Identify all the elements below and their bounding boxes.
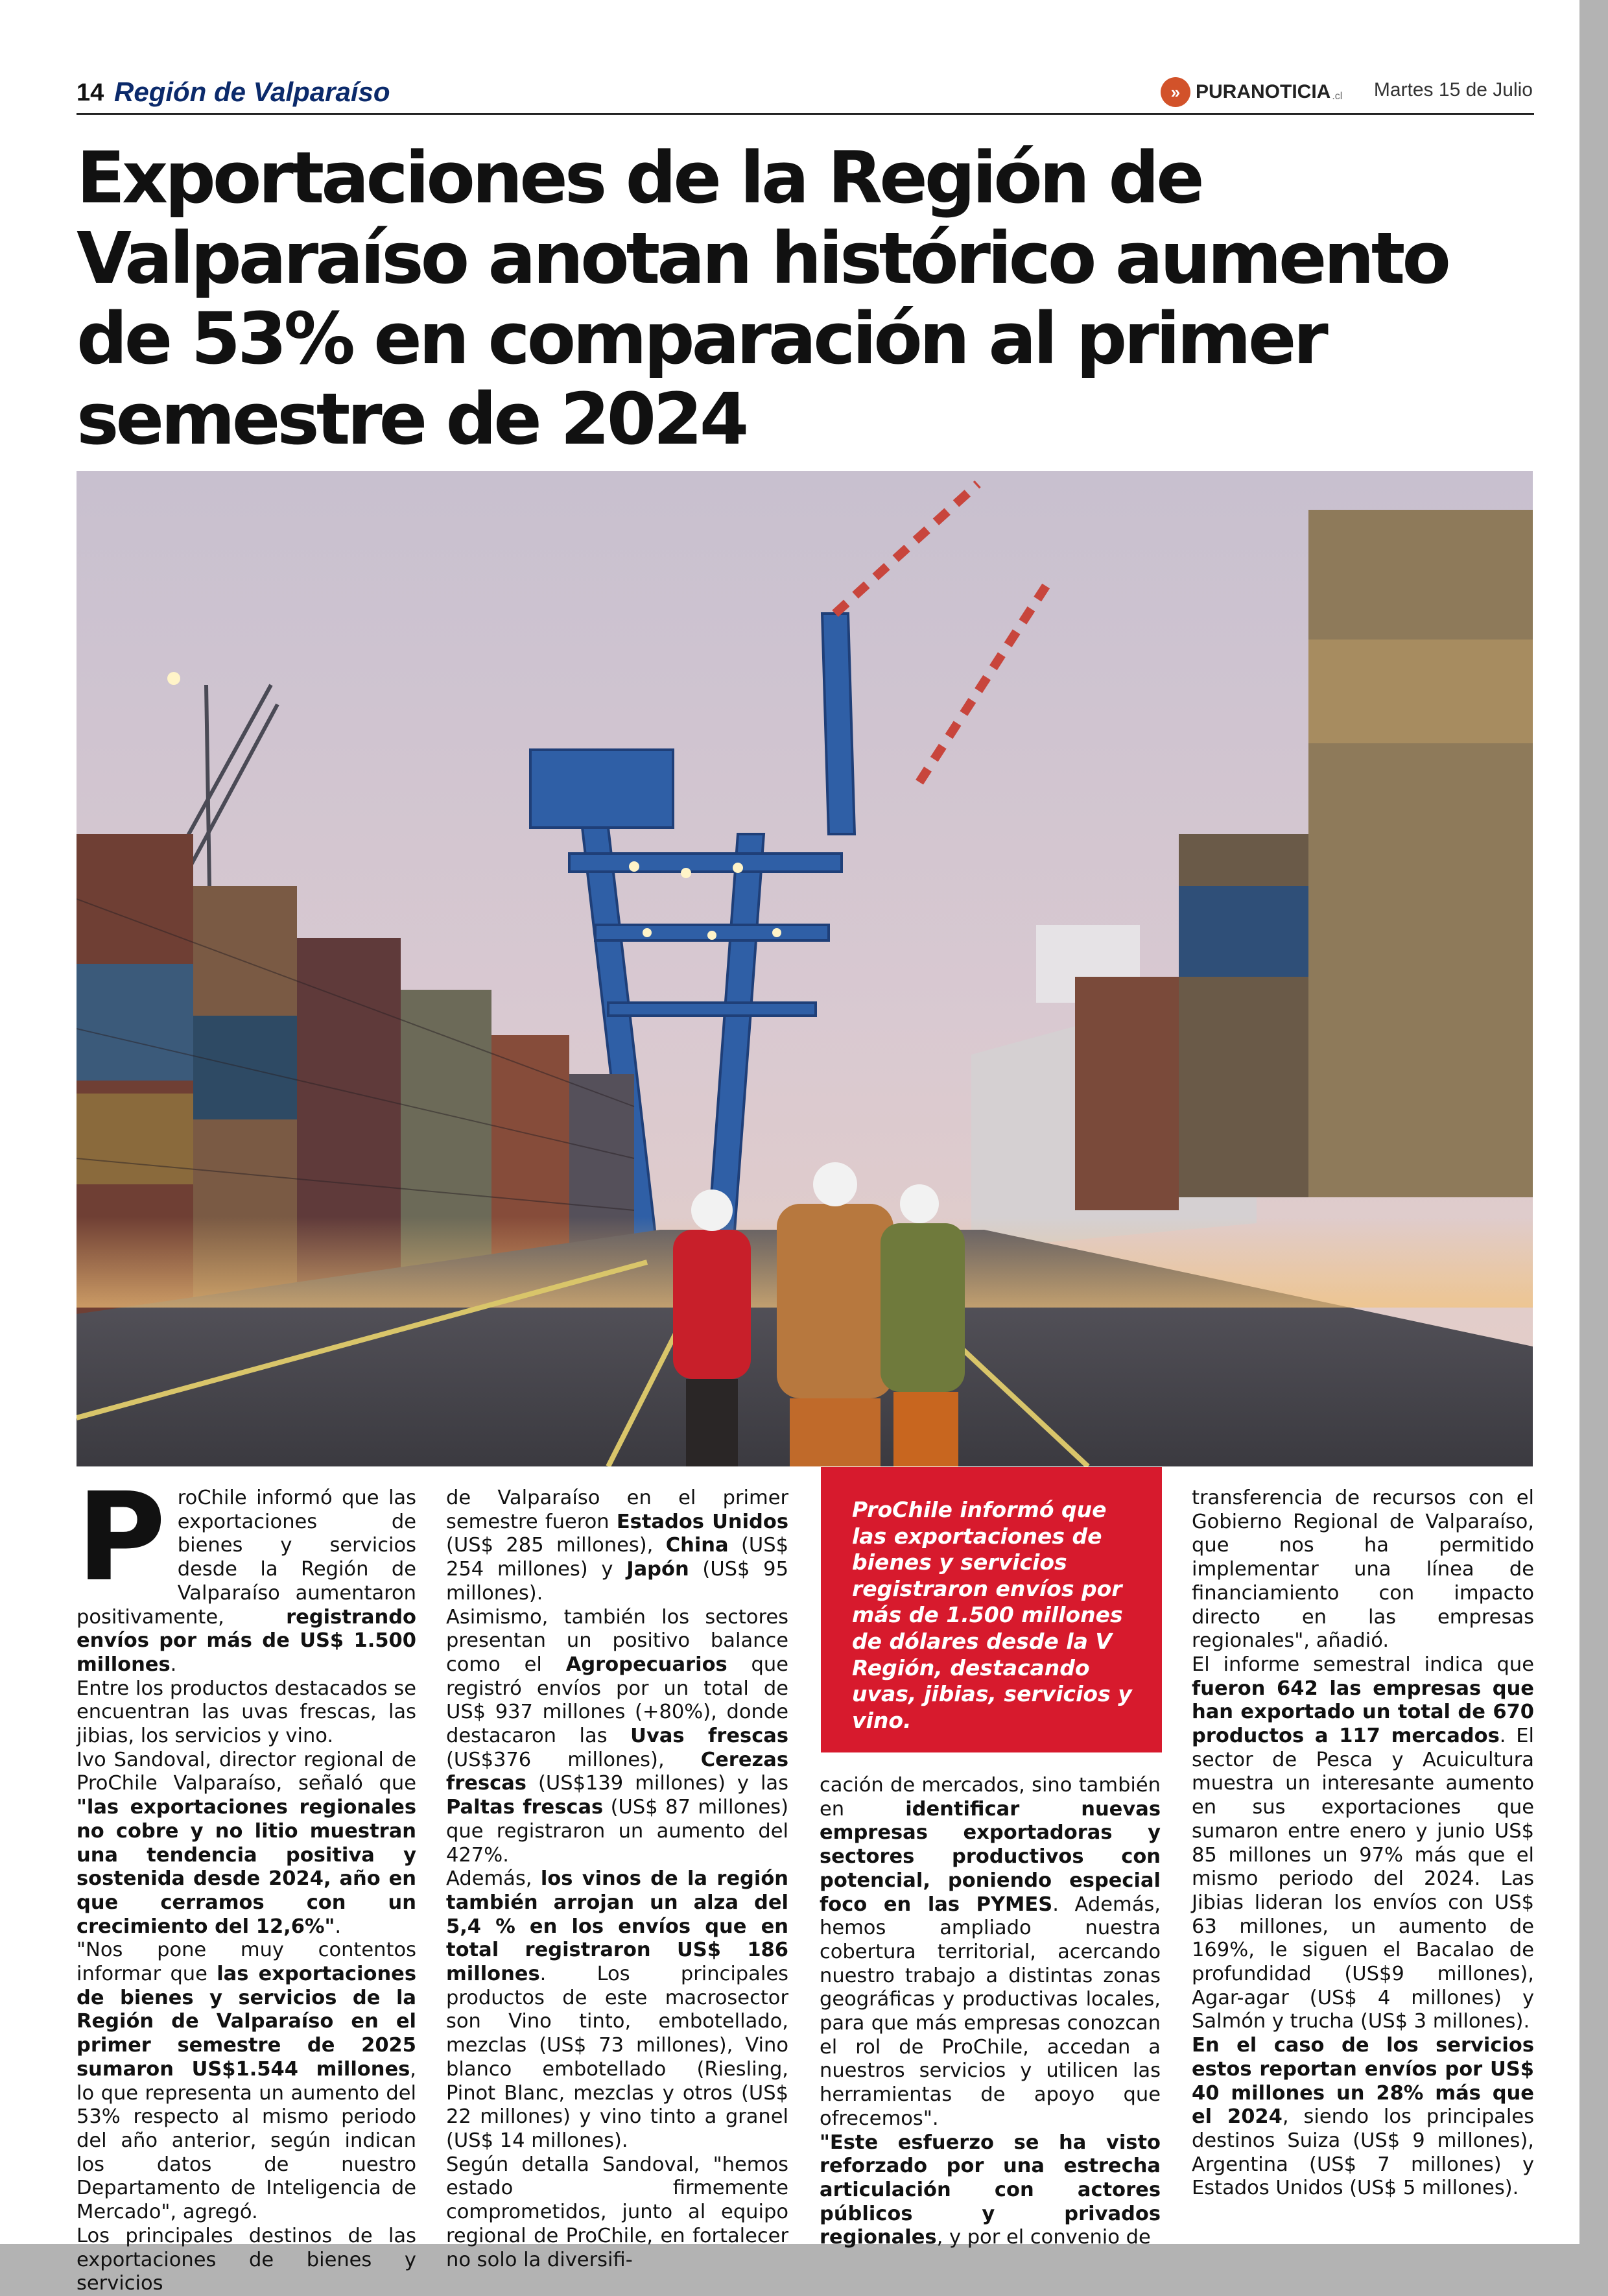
paragraph: Los principales destinos de las exportaciones de bienes y servicios <box>77 2224 416 2295</box>
article-column-4 <box>1192 1487 1534 2201</box>
page-number: 14 <box>77 79 104 106</box>
port-scene-illustration <box>77 471 1533 1466</box>
header-rule <box>77 113 1534 115</box>
paragraph: "Este esfuerzo se ha visto reforzado por una estrecha articulación con actores públicos y privados regionales, y por el convenio de <box>820 2131 1161 2249</box>
article-headline: Exportaciones de la Región de Valparaíso anotan histórico aumento de 53% en comparación al primer semestre de 2024 <box>77 136 1448 460</box>
article-column-2 <box>446 1487 788 2272</box>
paragraph: cación de mercados, sino también en identificar nuevas empresas exportadoras y sectores productivos con potencial, poniendo especial foco en las PYMES. Además, hemos ampliado nuestra cobertura territorial, acercando nuestro trabajo a distintas zonas geográficas y productivas locales, para que más empresas conozcan el rol de ProChile, accedan a nuestros servicios y utilicen las herramientas de apoyo que ofrecemos". <box>820 1774 1161 2130</box>
article-column-1 <box>77 1466 417 2296</box>
paragraph: Ivo Sandoval, director regional de ProChile Valparaíso, señaló que "las exportaciones regionales no cobre y no litio muestran una tendencia positiva y sostenida desde 2024, año en que cerramos con un crecimiento del 12,6%". <box>77 1748 416 1938</box>
article-column-3 <box>820 1774 1161 2250</box>
publication-logo[interactable] <box>1161 77 1342 108</box>
pull-quote-box <box>821 1467 1162 1752</box>
section-name: Región de Valparaíso <box>114 77 390 107</box>
drop-cap: P <box>77 1466 166 1608</box>
pull-quote-text: ProChile informó que las exportaciones de bienes y servicios registraron envíos por más de 1.500 millones de dólares desde la V Región, destacando uvas, jibias, servicios y vino. <box>852 1497 1132 1733</box>
paragraph: Entre los productos destacados se encuentran las uvas frescas, las jibias, los servicios y vino. <box>77 1677 416 1748</box>
paragraph: de Valparaíso en el primer semestre fueron Estados Unidos (US$ 285 millones), China (US$ 254 millones) y Japón (US$ 95 millones). <box>446 1487 788 1605</box>
paragraph: El informe semestral indica que fueron 642 las empresas que han exportado un total de 670 productos a 117 mercados. El sector de Pesca y Acuicultura muestra un interesante aumento en sus exportaciones que sumaron entre enero y junio US$ 85 millones un 97% más que el mismo periodo del 2024. Las Jibias lideran los envíos con US$ 63 millones, un aumento de 169%, le siguen el Bacalao de profundidad (US$9 millones), Agar-agar (US$ 4 millones) y Salmón y trucha (US$ 3 millones). <box>1192 1653 1534 2033</box>
logo-text: PURANOTICIA <box>1196 81 1331 102</box>
issue-date: Martes 15 de Julio <box>1373 79 1533 101</box>
article-photo <box>77 471 1533 1466</box>
logo-arrow-icon: » <box>1161 77 1190 107</box>
paragraph: Asimismo, también los sectores presentan un positivo balance como el Agropecuarios que registró envíos por un total de US$ 937 millones (+80%), donde destacaron las Uvas frescas (US$376 millones), Cerezas frescas (US$139 millones) y las Paltas frescas (US$ 87 millones) que registraron un aumento del 427%. <box>446 1605 789 1867</box>
paragraph: En el caso de los servicios estos reportan envíos por US$ 40 millones un 28% más que el 2024, siendo los principales destinos Suiza (US$ 9 millones), Argentina (US$ 7 millones) y Estados Unidos (US$ 5 millones). <box>1192 2034 1534 2200</box>
paragraph: Además, los vinos de la región también arrojan un alza del 5,4 % en los envíos que en total registraron US$ 186 millones. Los principales productos de este macrosector son Vino tinto, embotellado, mezclas (US$ 73 millones), Vino blanco embotellado (Riesling, Pinot Blanc, mezclas y otros (US$ 22 millones) y vino tinto a granel (US$ 14 millones). <box>446 1867 788 2152</box>
paragraph: roChile informó que las exportaciones de bienes y servicios desde la Región de Valparaíso aumentaron positivamente, registrando envíos por más de US$ 1.500 millones. <box>77 1487 416 1676</box>
page-header <box>0 0 1608 133</box>
logo-tld: .cl <box>1332 91 1343 102</box>
paragraph: transferencia de recursos con el Gobierno Regional de Valparaíso, que nos ha permitido implementar una línea de financiamiento con impacto directo en las empresas regionales", añadió. <box>1192 1487 1534 1653</box>
paragraph: Según detalla Sandoval, "hemos estado firmemente comprometidos, junto al equipo regional de ProChile, en fortalecer no solo la diversifi- <box>446 2153 788 2271</box>
paragraph: "Nos pone muy contentos informar que las exportaciones de bienes y servicios de la Región de Valparaíso en el primer semestre de 2025 sumaron US$1.544 millones, lo que representa un aumento del 53% respecto al mismo periodo del año anterior, según indican los datos de nuestro Departamento de Inteligencia de Mercado", agregó. <box>77 1939 417 2224</box>
